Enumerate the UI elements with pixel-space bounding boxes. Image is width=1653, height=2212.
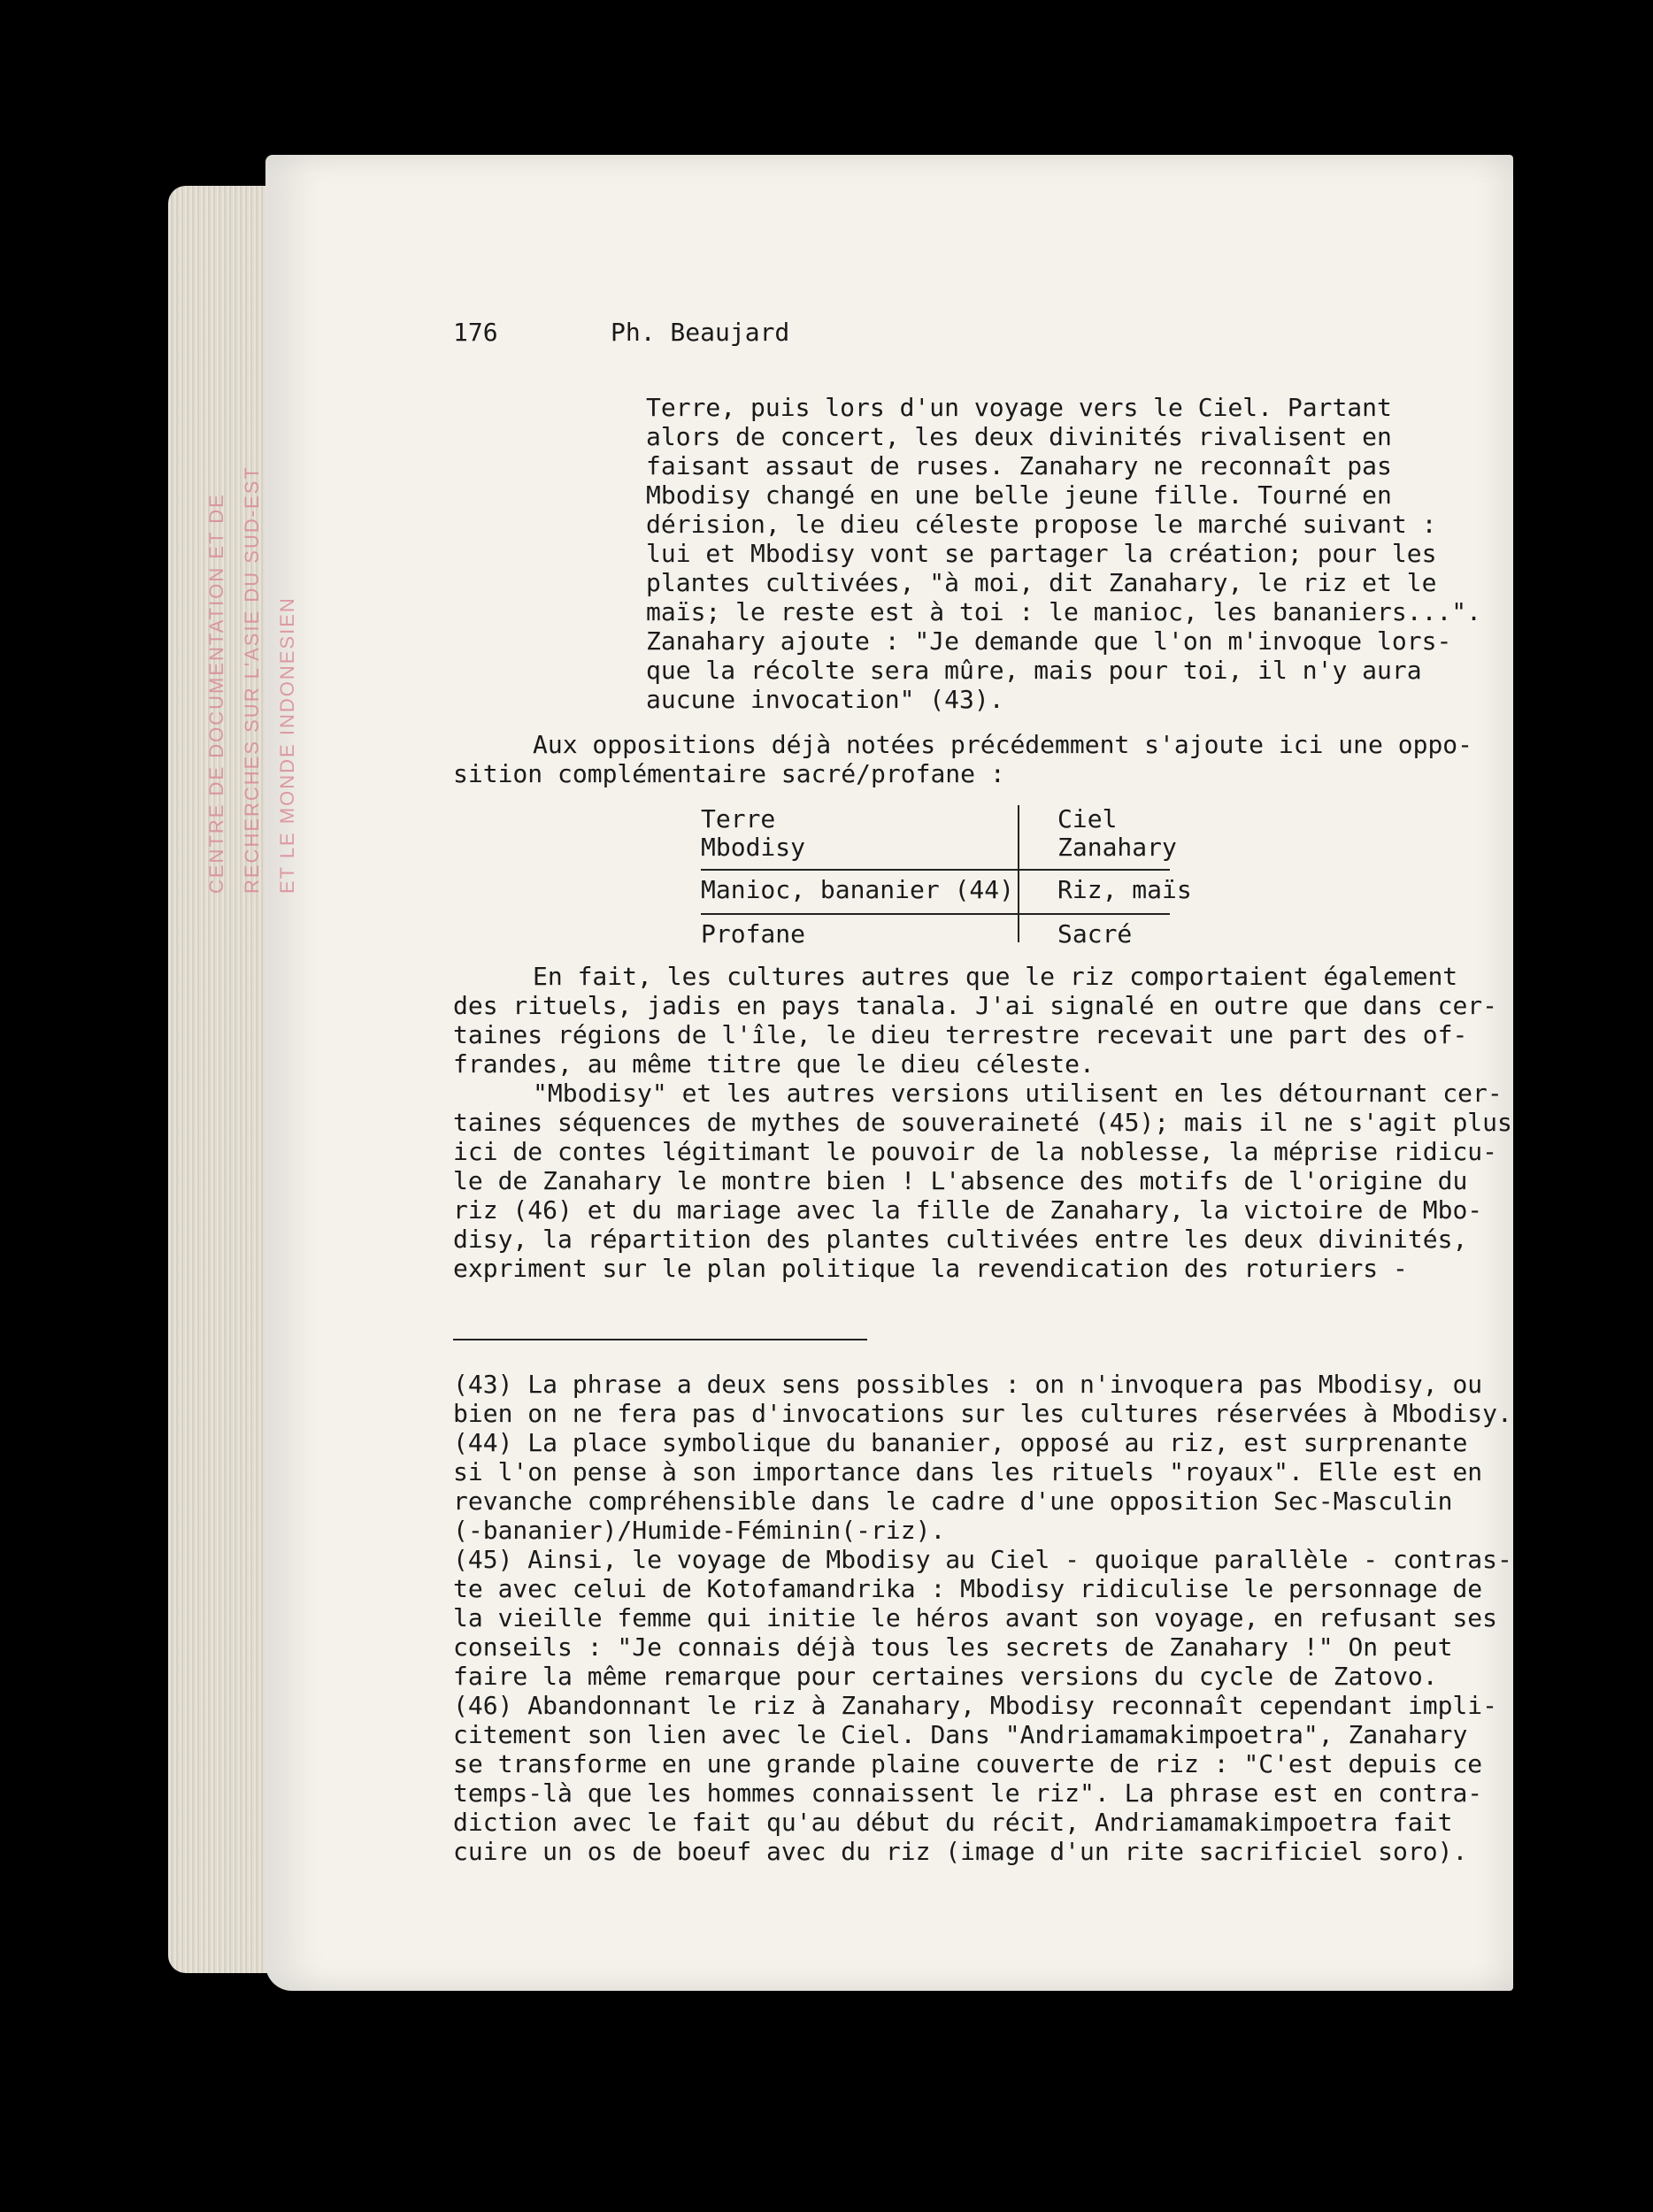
footnote-line: te avec celui de Kotofamandrika : Mbodisy ridiculise le personnage de — [453, 1574, 1483, 1603]
text-line: que la récolte sera mûre, mais pour toi, il n'y aura — [646, 656, 1422, 685]
opposition-paragraph — [453, 730, 1472, 788]
text-line: Zanahary ajoute : "Je demande que l'on m'invoque lors- — [646, 626, 1452, 656]
text-line: "Mbodisy" et les autres versions utilisent en les détournant cer- — [533, 1079, 1503, 1108]
footnote-line: diction avec le fait qu'au début du récit, Andriamamakimpoetra fait — [453, 1808, 1453, 1837]
text-line: aucune invocation" (43). — [646, 685, 1004, 714]
footnote-line: (46) Abandonnant le riz à Zanahary, Mbodisy reconnaît cependant impli- — [453, 1691, 1498, 1720]
footnote-line: la vieille femme qui initie le héros avant son voyage, en refusant ses — [453, 1603, 1498, 1632]
table-cell-right: Zanahary — [1057, 833, 1177, 862]
library-stamp — [199, 451, 305, 894]
table-cell-left: Terre — [701, 804, 776, 833]
stamp-line: CENTRE DE DOCUMENTATION ET DE — [205, 493, 227, 894]
text-line: des rituels, jadis en pays tanala. J'ai signalé en outre que dans cer- — [453, 991, 1498, 1020]
text-line: taines séquences de mythes de souveraineté (45); mais il ne s'agit plus — [453, 1108, 1512, 1137]
footnote-line: citement son lien avec le Ciel. Dans "Andriamamakimpoetra", Zanahary — [453, 1720, 1468, 1749]
text-line: sition complémentaire sacré/profane : — [453, 759, 1005, 788]
table-cell-right: Ciel — [1057, 804, 1118, 833]
table-divider-horizontal — [701, 913, 1170, 915]
footnote-line: se transforme en une grande plaine couverte de riz : "C'est depuis ce — [453, 1749, 1483, 1778]
text-line: ici de contes légitimant le pouvoir de la noblesse, la méprise ridicu- — [453, 1137, 1498, 1166]
text-line: lui et Mbodisy vont se partager la création; pour les — [646, 539, 1437, 568]
footnote-line: (43) La phrase a deux sens possibles : on n'invoquera pas Mbodisy, ou — [453, 1370, 1483, 1399]
footnote-line: (44) La place symbolique du bananier, opposé au riz, est surprenante — [453, 1428, 1468, 1457]
footnote-separator — [453, 1339, 867, 1340]
text-line: maïs; le reste est à toi : le manioc, les bananiers...". — [646, 597, 1482, 626]
text-line: En fait, les cultures autres que le riz comportaient également — [533, 962, 1458, 991]
text-line: expriment sur le plan politique la revendication des roturiers - — [453, 1254, 1408, 1283]
running-header-author: Ph. Beaujard — [611, 318, 790, 347]
footnote-line: cuire un os de boeuf avec du riz (image d'un rite sacrificiel soro). — [453, 1837, 1468, 1866]
text-line: Mbodisy changé en une belle jeune fille. Tourné en — [646, 480, 1392, 510]
page-number: 176 — [453, 318, 498, 347]
footnote-line: (-bananier)/Humide-Féminin(-riz). — [453, 1516, 946, 1545]
stamp-line: ET LE MONDE INDONESIEN — [276, 596, 298, 894]
text-line: riz (46) et du mariage avec la fille de Zanahary, la victoire de Mbo- — [453, 1195, 1483, 1225]
footnote-line: revanche compréhensible dans le cadre d'une opposition Sec-Masculin — [453, 1486, 1453, 1516]
footnote-line: faire la même remarque pour certaines versions du cycle de Zatovo. — [453, 1662, 1438, 1691]
footnote-line: bien on ne fera pas d'invocations sur les cultures réservées à Mbodisy. — [453, 1399, 1512, 1428]
table-cell-left: Profane — [701, 919, 806, 949]
table-cell-left: Mbodisy — [701, 833, 806, 862]
intro-paragraph — [646, 393, 1481, 714]
footnote-line: conseils : "Je connais déjà tous les secrets de Zanahary !" On peut — [453, 1632, 1453, 1662]
text-line: frandes, au même titre que le dieu céleste. — [453, 1049, 1095, 1079]
text-line: faisant assaut de ruses. Zanahary ne reconnaît pas — [646, 451, 1392, 480]
body-paragraphs — [453, 962, 1512, 1283]
text-line: dérision, le dieu céleste propose le marché suivant : — [646, 510, 1437, 539]
table-cell-right: Sacré — [1057, 919, 1133, 949]
footnote-line: temps-là que les hommes connaissent le riz". La phrase est en contra- — [453, 1778, 1483, 1808]
stamp-line: RECHERCHES SUR L'ASIE DU SUD-EST — [241, 465, 263, 894]
text-line: plantes cultivées, "à moi, dit Zanahary, le riz et le — [646, 568, 1437, 597]
footnotes — [453, 1370, 1512, 1866]
table-cell-left: Manioc, bananier (44) — [701, 875, 1015, 904]
text-line: alors de concert, les deux divinités rivalisent en — [646, 422, 1392, 451]
text-line: Terre, puis lors d'un voyage vers le Ciel. Partant — [646, 393, 1392, 422]
table-divider-horizontal — [701, 869, 1170, 871]
text-line: le de Zanahary le montre bien ! L'absence des motifs de l'origine du — [453, 1166, 1468, 1195]
text-line: taines régions de l'île, le dieu terrestre recevait une part des of- — [453, 1020, 1468, 1049]
text-line: disy, la répartition des plantes cultivées entre les deux divinités, — [453, 1225, 1468, 1254]
footnote-line: si l'on pense à son importance dans les rituels "royaux". Elle est en — [453, 1457, 1483, 1486]
table-divider-vertical — [1018, 805, 1019, 942]
table-cell-right: Riz, maïs — [1057, 875, 1192, 904]
text-line: Aux oppositions déjà notées précédemment s'ajoute ici une oppo- — [533, 730, 1473, 759]
footnote-line: (45) Ainsi, le voyage de Mbodisy au Ciel - quoique parallèle - contras- — [453, 1545, 1512, 1574]
